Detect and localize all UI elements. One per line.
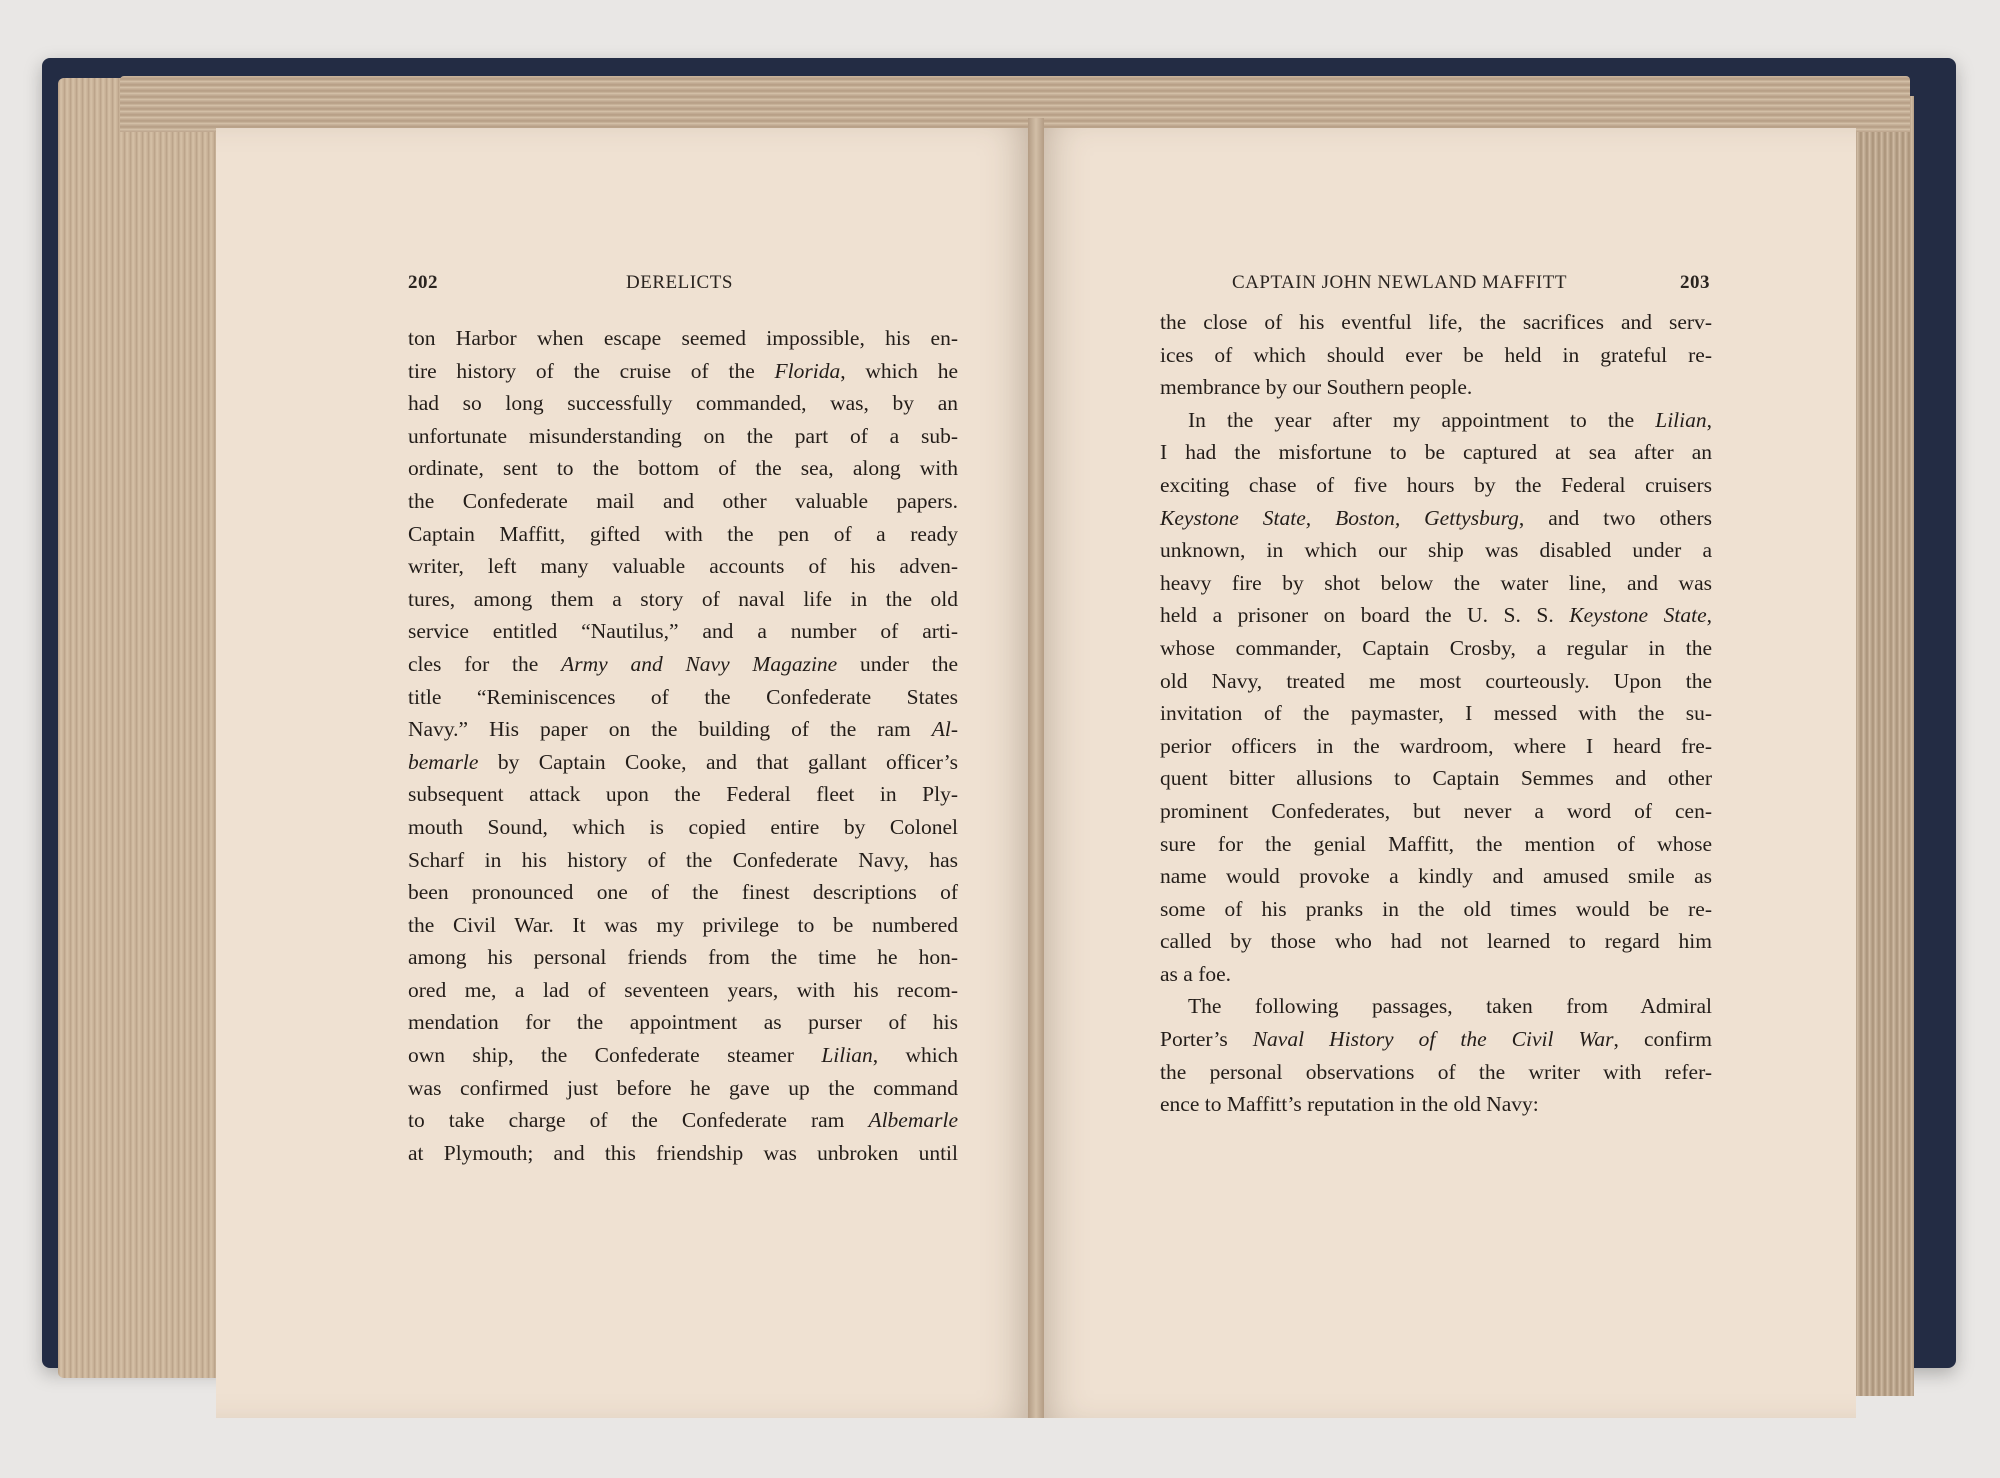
text-line: the Confederate mail and other valuable papers. [408,488,958,513]
text-line: name would provoke a kindly and amused smile as [1160,864,1712,889]
left-running-head: DERELICTS [626,272,733,293]
text-line: membrance by our Southern people. [1160,375,1473,400]
text-line: ices of which should ever be held in grateful re- [1160,342,1712,367]
text-line: tire history of the cruise of the Florida, which he [408,358,959,383]
text-line: tures, among them a story of naval life in the old [408,586,958,611]
text-line: bemarle by Captain Cooke, and that gallant officer’s [408,749,958,774]
left-page-body [408,322,958,1169]
text-line: whose commander, Captain Crosby, a regular in the [1160,635,1712,660]
text-line: The following passages, taken from Admiral [1188,994,1712,1019]
text-line: quent bitter allusions to Captain Semmes and other [1160,766,1712,791]
text-line: the close of his eventful life, the sacrifices and serv- [1160,310,1712,334]
text-line: service entitled “Nautilus,” and a number of arti- [408,619,958,644]
text-line: ton Harbor when escape seemed impossible, his en- [408,326,958,350]
text-line: was confirmed just before he gave up the command [408,1075,958,1100]
text-line: unknown, in which our ship was disabled under a [1160,538,1712,563]
text-line: been pronounced one of the finest descriptions of [408,880,958,905]
text-line: sure for the genial Maffitt, the mention of whose [1160,831,1712,856]
text-line: had so long successfully commanded, was, by an [408,391,958,416]
text-line: title “Reminiscences of the Confederate States [408,684,958,709]
text-line: at Plymouth; and this friendship was unbroken until [408,1140,958,1165]
text-line: writer, left many valuable accounts of his adven- [408,554,958,579]
text-line: mendation for the appointment as purser of his [408,1010,958,1035]
book-gutter [1028,118,1044,1418]
text-line: Porter’s Naval History of the Civil War, confirm [1160,1027,1713,1052]
text-line: to take charge of the Confederate ram Albemarle [408,1108,958,1133]
text-line: ordinate, sent to the bottom of the sea, along with [408,456,958,481]
text-line: the Civil War. It was my privilege to be numbered [408,912,958,937]
text-line: held a prisoner on board the U. S. S. Keystone State, [1160,603,1712,628]
left-page-edges [58,78,228,1378]
text-line: perior officers in the wardroom, where I heard fre- [1160,733,1712,758]
text-line: mouth Sound, which is copied entire by Colonel [408,814,958,839]
text-line: ence to Maffitt’s reputation in the old Navy: [1160,1092,1539,1117]
text-line: unfortunate misunderstanding on the part of a sub- [408,423,958,448]
text-line: In the year after my appointment to the Lilian, [1188,407,1712,432]
right-running-head: CAPTAIN JOHN NEWLAND MAFFITT [1232,272,1567,293]
text-line: Keystone State, Boston, Gettysburg, and two others [1160,505,1712,530]
text-line: own ship, the Confederate steamer Lilian, which [408,1043,958,1068]
text-line: Captain Maffitt, gifted with the pen of a ready [408,521,958,546]
text-line: cles for the Army and Navy Magazine under the [408,651,958,676]
text-line: the personal observations of the writer with refer- [1160,1059,1712,1084]
text-line: ored me, a lad of seventeen years, with his recom- [408,977,958,1002]
text-line: I had the misfortune to be captured at sea after an [1160,440,1712,465]
text-line: some of his pranks in the old times would be re- [1160,896,1712,921]
text-line: invitation of the paymaster, I messed with the su- [1160,701,1712,726]
text-line: called by those who had not learned to regard him [1160,929,1712,954]
text-line: Navy.” His paper on the building of the ram Al- [408,717,958,742]
text-line: prominent Confederates, but never a word of cen- [1160,798,1712,823]
right-page-number: 203 [1680,272,1710,293]
text-line: exciting chase of five hours by the Federal cruisers [1160,472,1712,497]
left-page-number: 202 [408,272,438,293]
text-line: heavy fire by shot below the water line, and was [1160,570,1712,595]
text-line: as a foe. [1160,961,1232,986]
text-line: Scharf in his history of the Confederate Navy, has [408,847,958,872]
text-line: among his personal friends from the time he hon- [408,945,958,970]
text-line: old Navy, treated me most courteously. Upon the [1160,668,1712,693]
right-page-body [1160,306,1712,1121]
top-page-edges [120,76,1910,132]
text-line: subsequent attack upon the Federal fleet in Ply- [408,782,958,807]
